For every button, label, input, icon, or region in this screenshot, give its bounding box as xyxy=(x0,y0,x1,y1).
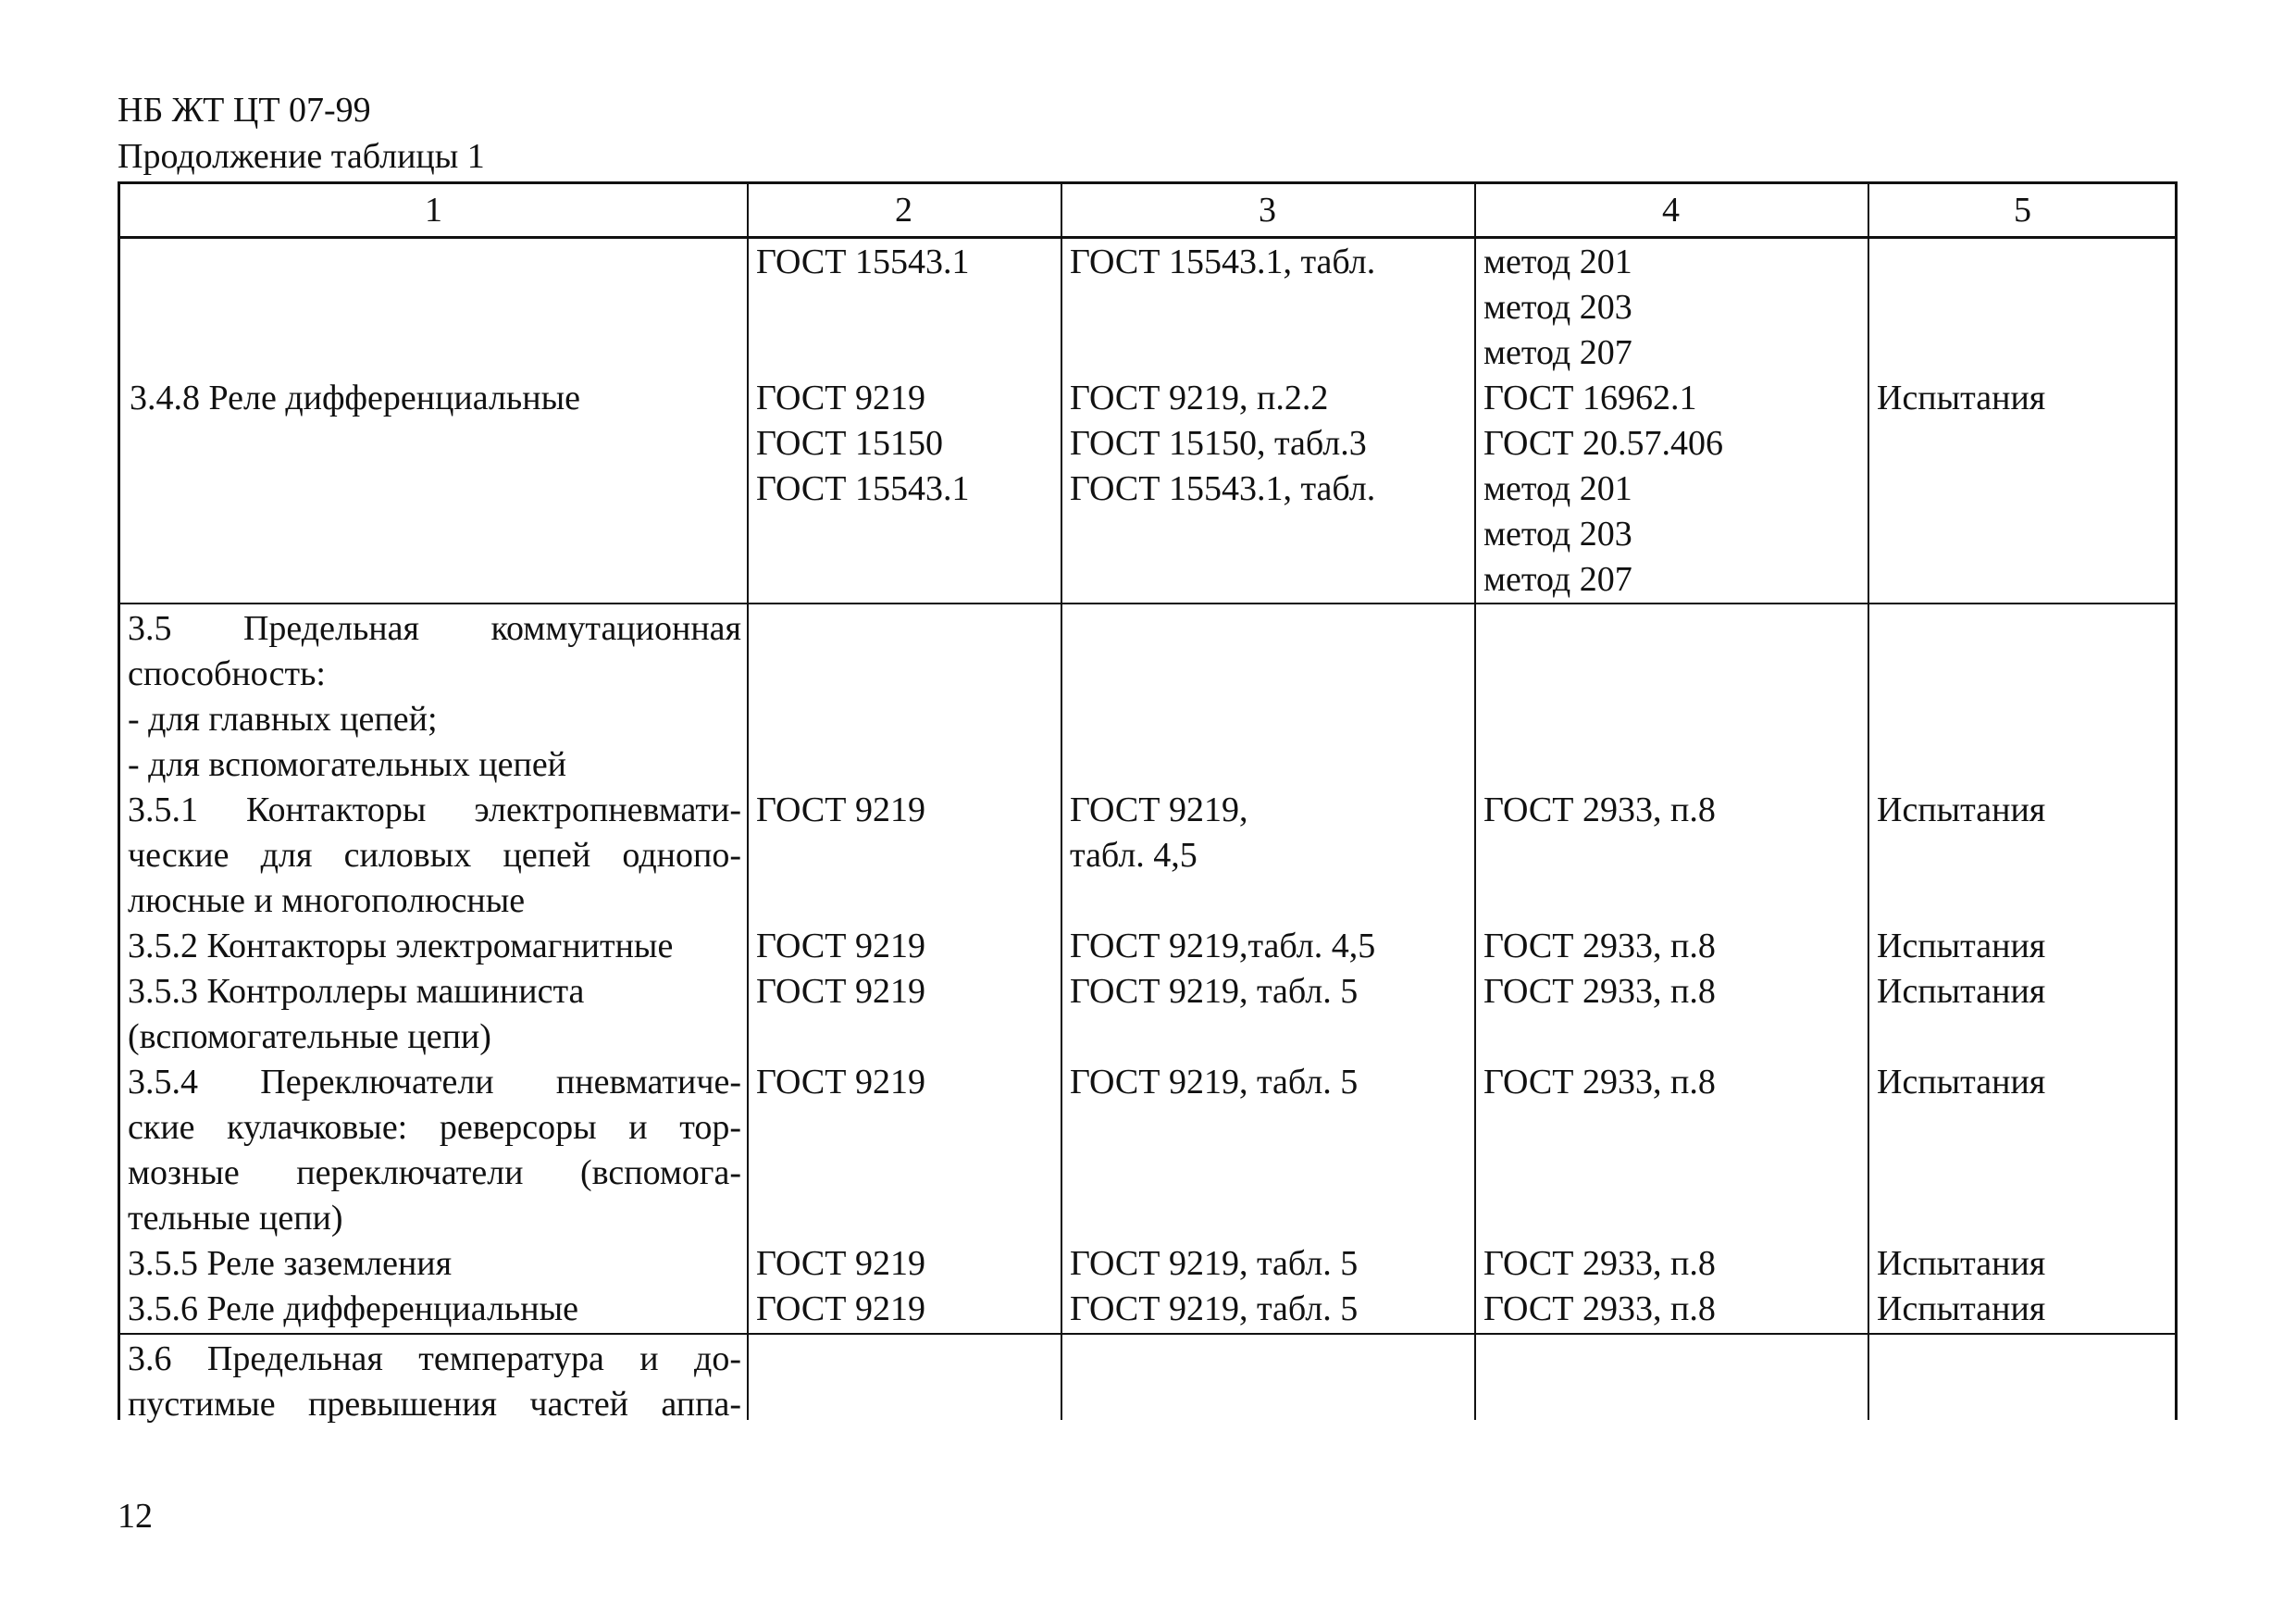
cell-line xyxy=(1877,1196,2045,1241)
cell-line xyxy=(1483,878,1716,924)
cell-line: Испытания xyxy=(1877,790,2046,829)
table-cell xyxy=(1483,606,1716,1332)
cell-line xyxy=(1070,1196,1375,1241)
table-cell xyxy=(130,240,580,421)
cell-line: метод 201 xyxy=(1483,469,1632,508)
cell-line: 3.5.4 Переключатели пневматиче- xyxy=(128,1063,741,1101)
cell-line xyxy=(756,742,925,788)
cell-line xyxy=(1070,1105,1375,1151)
cell-line: метод 203 xyxy=(1483,288,1632,327)
cell-line: 3.4.8 Реле дифференциальные xyxy=(130,379,580,417)
cell-line xyxy=(130,240,580,285)
cell-line: ческие для силовых цепей однопо- xyxy=(128,836,741,875)
cell-line xyxy=(1483,1014,1716,1060)
cell-line: ГОСТ 15543.1, табл. xyxy=(1070,243,1376,281)
cell-line: - для вспомогательных цепей xyxy=(128,745,567,784)
cell-line xyxy=(1483,1105,1716,1151)
cell-line: ГОСТ 9219, табл. 5 xyxy=(1070,972,1359,1011)
cell-line: ГОСТ 9219, xyxy=(1070,790,1248,829)
cell-line xyxy=(1877,1151,2045,1196)
cell-line: ГОСТ 9219 xyxy=(756,790,925,829)
cell-line: ГОСТ 15150, табл.3 xyxy=(1070,424,1367,463)
cell-line xyxy=(756,878,925,924)
cell-line: ГОСТ 9219 xyxy=(756,1244,925,1283)
cell-line xyxy=(1877,697,2045,742)
cell-line: метод 201 xyxy=(1483,243,1632,281)
cell-line xyxy=(756,833,925,878)
cell-line xyxy=(1483,1196,1716,1241)
cell-line xyxy=(1070,742,1375,788)
cell-line: ГОСТ 16962.1 xyxy=(1483,379,1697,417)
cell-line xyxy=(1070,606,1375,652)
cell-line xyxy=(756,1196,925,1241)
column-divider xyxy=(1474,184,1476,1420)
cell-line: Испытания xyxy=(1877,1289,2046,1328)
cell-line: Испытания xyxy=(1877,379,2046,417)
cell-line: ГОСТ 15543.1 xyxy=(756,243,970,281)
cell-line: 3.6 Предельная температура и до- xyxy=(128,1339,741,1378)
cell-line: ские кулачковые: реверсоры и тор- xyxy=(128,1108,741,1147)
column-header-2: 2 xyxy=(895,191,912,230)
column-header-1: 1 xyxy=(425,191,442,230)
cell-line: 3.5.5 Реле заземления xyxy=(128,1244,453,1283)
row-divider xyxy=(120,603,2175,604)
cell-line: Испытания xyxy=(1877,1063,2046,1101)
cell-line xyxy=(1877,742,2045,788)
document-code: НБ ЖТ ЦТ 07-99 xyxy=(118,91,371,130)
cell-line xyxy=(1483,1151,1716,1196)
cell-line xyxy=(1483,652,1716,697)
cell-line: ГОСТ 2933, п.8 xyxy=(1483,927,1716,965)
cell-line: ГОСТ 9219 xyxy=(756,379,925,417)
cell-line: 3.5.1 Контакторы электропневмати- xyxy=(128,790,741,829)
cell-line: ГОСТ 15543.1, табл. xyxy=(1070,469,1376,508)
table-cell xyxy=(1483,240,1723,603)
cell-line: 3.5.3 Контроллеры машиниста xyxy=(128,972,585,1011)
table-cell xyxy=(1070,606,1375,1332)
cell-line xyxy=(1877,878,2045,924)
cell-line: ГОСТ 2933, п.8 xyxy=(1483,1289,1716,1328)
cell-line xyxy=(1877,285,2045,330)
column-header-5: 5 xyxy=(2014,191,2031,230)
cell-line xyxy=(1070,697,1375,742)
cell-line xyxy=(756,606,925,652)
page-number: 12 xyxy=(118,1497,153,1536)
cell-line: мозные переключатели (вспомога- xyxy=(128,1153,741,1192)
column-header-3: 3 xyxy=(1259,191,1276,230)
cell-line: ГОСТ 9219, п.2.2 xyxy=(1070,379,1329,417)
cell-line xyxy=(756,330,970,376)
cell-line xyxy=(756,1014,925,1060)
table-cell xyxy=(756,240,970,512)
cell-line: способность: xyxy=(128,654,326,693)
cell-line: ГОСТ 2933, п.8 xyxy=(1483,1244,1716,1283)
cell-line xyxy=(756,285,970,330)
cell-line: ГОСТ 2933, п.8 xyxy=(1483,972,1716,1011)
cell-line: люсные и многополюсные xyxy=(128,881,526,920)
cell-line: ГОСТ 15543.1 xyxy=(756,469,970,508)
cell-line xyxy=(1877,606,2045,652)
table-cell xyxy=(128,606,741,1332)
cell-line: ГОСТ 9219, табл. 5 xyxy=(1070,1244,1359,1283)
cell-line: Испытания xyxy=(1877,927,2046,965)
cell-line xyxy=(756,697,925,742)
cell-line: - для главных цепей; xyxy=(128,700,438,739)
cell-line xyxy=(1877,1014,2045,1060)
table-cell xyxy=(128,1337,741,1427)
cell-line xyxy=(756,652,925,697)
column-divider xyxy=(1061,184,1062,1420)
cell-line: Испытания xyxy=(1877,1244,2046,1283)
cell-line xyxy=(1877,330,2045,376)
cell-line: ГОСТ 9219 xyxy=(756,972,925,1011)
cell-line: ГОСТ 2933, п.8 xyxy=(1483,790,1716,829)
cell-line xyxy=(130,330,580,376)
cell-line: ГОСТ 20.57.406 xyxy=(1483,424,1723,463)
cell-line: ГОСТ 9219 xyxy=(756,1063,925,1101)
cell-line: Испытания xyxy=(1877,972,2046,1011)
cell-line xyxy=(1877,1105,2045,1151)
table-cell xyxy=(1070,240,1375,512)
table-continuation-caption: Продолжение таблицы 1 xyxy=(118,137,485,176)
cell-line: 3.5.2 Контакторы электромагнитные xyxy=(128,927,674,965)
column-divider xyxy=(747,184,749,1420)
cell-line xyxy=(1070,652,1375,697)
cell-line: ГОСТ 9219 xyxy=(756,1289,925,1328)
cell-line xyxy=(1070,1014,1375,1060)
cell-line: ГОСТ 9219, табл. 5 xyxy=(1070,1063,1359,1101)
cell-line xyxy=(1483,606,1716,652)
cell-line xyxy=(756,1151,925,1196)
row-divider xyxy=(120,1333,2175,1335)
header-divider xyxy=(120,236,2175,239)
cell-line: 3.5.6 Реле дифференциальные xyxy=(128,1289,578,1328)
cell-line: метод 203 xyxy=(1483,515,1632,554)
cell-line xyxy=(130,285,580,330)
cell-line xyxy=(1877,240,2045,285)
column-header-4: 4 xyxy=(1662,191,1680,230)
cell-line: ГОСТ 9219,табл. 4,5 xyxy=(1070,927,1376,965)
data-table xyxy=(118,181,2178,1424)
table-cell xyxy=(756,606,925,1332)
cell-line: ГОСТ 15150 xyxy=(756,424,943,463)
cell-line: ГОСТ 2933, п.8 xyxy=(1483,1063,1716,1101)
cell-line: ГОСТ 9219, табл. 5 xyxy=(1070,1289,1359,1328)
cell-line xyxy=(1070,1151,1375,1196)
cell-line: ГОСТ 9219 xyxy=(756,927,925,965)
cell-line: пустимые превышения частей аппа- xyxy=(128,1385,741,1424)
column-divider xyxy=(1868,184,1869,1420)
cell-line xyxy=(1070,330,1375,376)
cell-line xyxy=(1877,833,2045,878)
cell-line: (вспомогательные цепи) xyxy=(128,1017,491,1056)
cell-line: метод 207 xyxy=(1483,560,1632,599)
cell-line xyxy=(1483,742,1716,788)
cell-line xyxy=(1877,652,2045,697)
table-cell xyxy=(1877,240,2045,421)
table-cell xyxy=(1877,606,2045,1332)
cell-line xyxy=(1483,697,1716,742)
cell-line xyxy=(1070,285,1375,330)
cell-line: 3.5 Предельная коммутационная xyxy=(128,609,741,648)
cell-line: табл. 4,5 xyxy=(1070,836,1198,875)
cell-line: тельные цепи) xyxy=(128,1199,343,1238)
cell-line: метод 207 xyxy=(1483,333,1632,372)
cell-line xyxy=(756,1105,925,1151)
cell-line xyxy=(1483,833,1716,878)
cell-line xyxy=(1070,878,1375,924)
